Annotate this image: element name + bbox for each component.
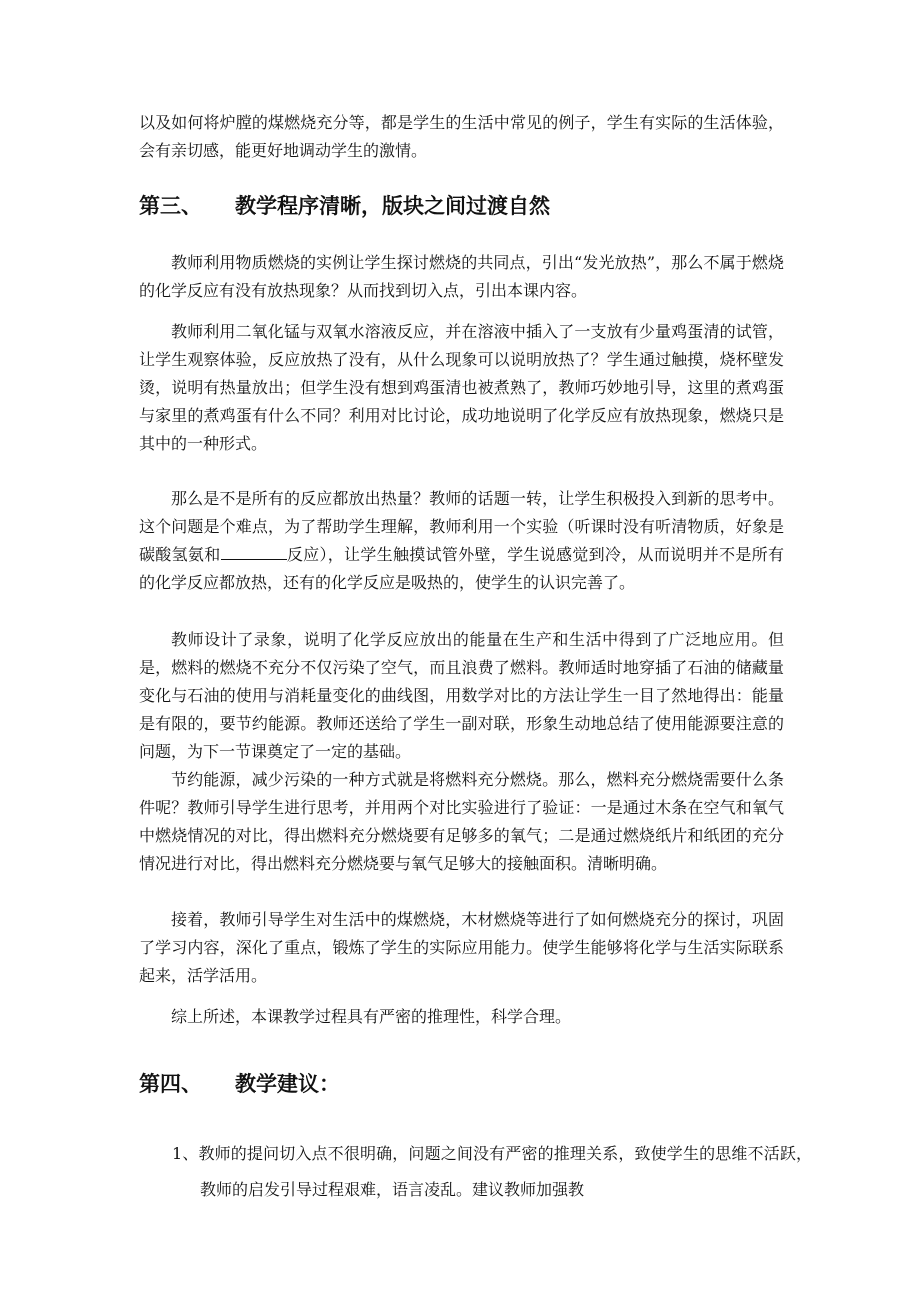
- paragraph-3-text-before-blank: 那么是不是所有的反应都放出热量？教师的话题一转，让学生积极投入到新的思考中。这个问题是个难点，为了帮助学生理解，教师利用一个实验（听课时没有听清物质，好象是碳酸氢氨和: [139, 489, 784, 564]
- section-3-paragraph-1: 教师利用物质燃烧的实例让学生探讨燃烧的共同点，引出“发光放热”，那么不属于燃烧的化学反应有没有放热现象？从而找到切入点，引出本课内容。: [139, 253, 784, 300]
- section-3-paragraph-3: [139, 485, 784, 597]
- section-3-paragraph-5: 节约能源，减少污染的一种方式就是将燃料充分燃烧。那么，燃料充分燃烧需要什么条件呢？教师引导学生进行思考，并用两个对比实验进行了验证：一是通过木条在空气和氧气中燃烧情况的对比，得出燃料充分燃烧要有足够多的氧气；二是通过燃烧纸片和纸团的充分情况进行对比，得出燃料充分燃烧要与氧气足够大的接触面积。清晰明确。: [139, 770, 784, 873]
- paragraph-3-text-after-blank: 反应），让学生触摸试管外壁，学生说感觉到冷，从而说明并不是所有的化学反应都放热，还有的化学反应是吸热的，使学生的认识完善了。: [139, 545, 784, 592]
- suggestion-item-1: 1、教师的提问切入点不很明确，问题之间没有严密的推理关系，致使学生的思维不活跃，教师的启发引导过程艰难，语言凌乱。建议教师加强教: [172, 1144, 812, 1199]
- section-3-paragraph-7: 综上所述，本课教学过程具有严密的推理性，科学合理。: [171, 1007, 572, 1026]
- section-4-number: 第四、: [139, 1072, 202, 1096]
- fill-in-blank-line: [221, 543, 287, 560]
- section-4-heading: [139, 1069, 340, 1099]
- section-3-title: 教学程序清晰，版块之间过渡自然: [235, 194, 550, 218]
- intro-continuation-paragraph: 以及如何将炉膛的煤燃烧充分等，都是学生的生活中常见的例子，学生有实际的生活体验，会有亲切感，能更好地调动学生的激情。: [139, 113, 784, 160]
- section-3-paragraph-4: 教师设计了录象，说明了化学反应放出的能量在生产和生活中得到了广泛地应用。但是，燃料的燃烧不充分不仅污染了空气，而且浪费了燃料。教师适时地穿插了石油的储藏量变化与石油的使用与消耗量变化的曲线图，用数学对比的方法让学生一目了然地得出：能量是有限的，要节约能源。教师还送给了学生一副对联，形象生动地总结了使用能源要注意的问题，为下一节课奠定了一定的基础。: [139, 630, 784, 761]
- section-3-paragraph-6: 接着，教师引导学生对生活中的煤燃烧，木材燃烧等进行了如何燃烧充分的探讨，巩固了学习内容，深化了重点，锻炼了学生的实际应用能力。使学生能够将化学与生活实际联系起来，活学活用。: [139, 910, 784, 985]
- section-3-paragraph-2: 教师利用二氧化锰与双氧水溶液反应，并在溶液中插入了一支放有少量鸡蛋清的试管，让学生观察体验，反应放热了没有，从什么现象可以说明放热了？学生通过触摸，烧杯壁发烫，说明有热量放出；但学生没有想到鸡蛋清也被煮熟了，教师巧妙地引导，这里的煮鸡蛋与家里的煮鸡蛋有什么不同？利用对比讨论，成功地说明了化学反应有放热现象，燃烧只是其中的一种形式。: [139, 322, 784, 453]
- section-4-title: 教学建议：: [235, 1072, 340, 1096]
- section-3-heading: [139, 191, 550, 221]
- section-3-number: 第三、: [139, 194, 202, 218]
